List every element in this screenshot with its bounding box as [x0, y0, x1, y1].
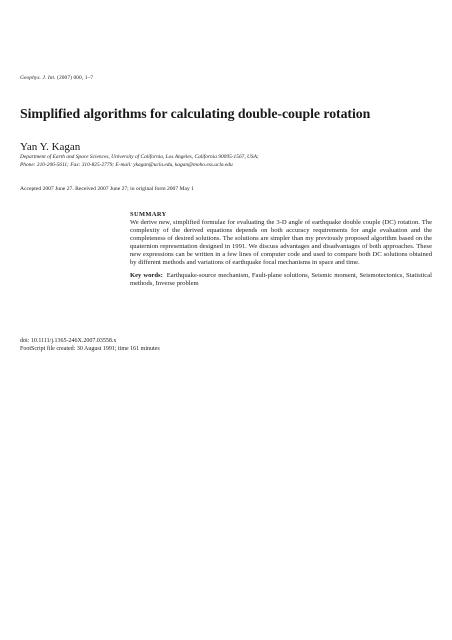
journal-name: Geophys. J. Int.	[20, 75, 56, 81]
affiliation	[20, 154, 440, 169]
contact-line: Phone: 310-206-5611; Fax: 310-825-2779; E-mail: ykagan@ucla.edu, kagan@moho.ess.ucla.edu	[20, 161, 233, 168]
postscript-line: FootScript file created: 30 August 1991; time 161 minutes	[20, 346, 160, 353]
summary-text: We derive new, simplified formulae for evaluating the 3-D angle of earthquake double couple (DC) rotation. The complexity of the derived equations depends on both accuracy requirements for angle evaluation and the completeness of desired solutions. The solutions are simpler than my previously proposed algorithm based on the quaternion representation designed in 1991. We discuss advantages and disadvantages of both approaches. These new expressions can be written in a few lines of computer code and used to compare both DC solutions obtained by different methods and variations of earthquake focal mechanisms in space and time.	[130, 219, 432, 267]
paper-title: Simplified algorithms for calculating double-couple rotation	[20, 106, 371, 121]
page-footer	[20, 337, 160, 353]
abstract-block	[130, 211, 432, 288]
journal-year: (2007) 000, 1–7	[57, 75, 94, 81]
submission-dates: Accepted 2007 June 27. Received 2007 June 27; in original form 2007 May 1	[20, 186, 194, 192]
keywords	[130, 272, 432, 288]
journal-reference	[20, 75, 93, 81]
doi-line: doi: 10.1111/j.1365-246X.2007.03558.x	[20, 338, 117, 344]
author-name: Yan Y. Kagan	[20, 141, 81, 153]
keywords-list: Earthquake-source mechanism, Fault-plane solutions, Seismic moment, Seismotectonics, Statistical methods, Inverse problem	[130, 271, 432, 287]
keywords-label: Key words:	[130, 271, 163, 279]
summary-heading: SUMMARY	[130, 211, 167, 218]
affiliation-line: Department of Earth and Space Sciences, University of California, Los Angeles, California 90095-1567, USA;	[20, 154, 259, 160]
